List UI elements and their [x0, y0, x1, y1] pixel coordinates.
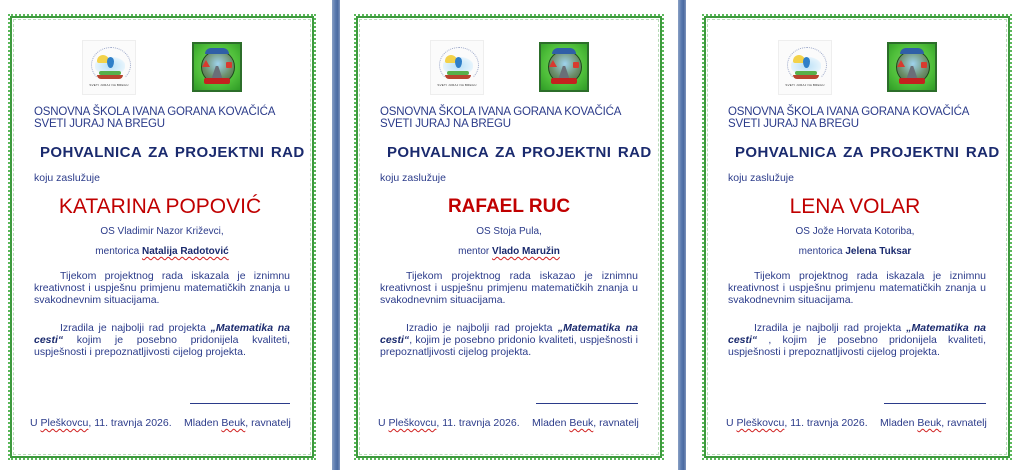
paragraph-project: Izradila je najbolji rad projekta „Matematika na cesti“ , kojim je posebno pridonijela kvaliteti, uspješnosti i prepoznatljivosti cijelog projekta. — [728, 322, 986, 358]
school-name: OSNOVNA ŠKOLA IVANA GORANA KOVAČIĆA SVETI JURAJ NA BREGU — [728, 106, 970, 130]
deserves-label: koju zaslužuje — [380, 172, 446, 184]
decorative-border — [356, 16, 662, 458]
school-name: OSNOVNA ŠKOLA IVANA GORANA KOVAČIĆA SVETI JURAJ NA BREGU — [34, 106, 276, 130]
student-school: OS Stoja Pula, — [476, 226, 542, 237]
logo-row — [0, 24, 332, 87]
signature-line — [536, 403, 638, 404]
project-logo-icon — [539, 42, 589, 92]
project-name: „Matematika na cesti“ — [380, 322, 638, 346]
logo-row — [340, 24, 678, 87]
certificate-title: POHVALNICA ZA PROJEKTNI RAD — [387, 144, 652, 161]
project-name: „Matematika na cesti“ — [728, 322, 986, 346]
footer-signer: Mladen Beuk, ravnatelj — [184, 417, 291, 429]
certificate-page-2 — [340, 0, 678, 470]
page-divider — [332, 0, 340, 470]
student-school: OS Vladimir Nazor Križevci, — [100, 226, 224, 237]
mentor-name: Vlado Maružin — [492, 246, 560, 257]
paragraph-achievement: Tijekom projektnog rada iskazao je iznimnu kreativnost i uspješnu primjenu matematičkih znanja u svakodnevnim situacijama. — [380, 270, 638, 306]
student-name: LENA VOLAR — [789, 195, 921, 218]
paragraph-achievement: Tijekom projektnog rada iskazala je iznimnu kreativnost i uspješnu primjenu matematičkih znanja u svakodnevnim situacijama. — [728, 270, 986, 306]
school-logo-icon: SVETI JURAJ NA BREGU — [82, 40, 136, 95]
certificate-title: POHVALNICA ZA PROJEKTNI RAD — [40, 144, 305, 161]
school-logo-icon: SVETI JURAJ NA BREGU — [778, 40, 832, 95]
signature-line — [190, 403, 290, 404]
project-logo-icon — [887, 42, 937, 92]
logo-row — [686, 24, 1024, 87]
page-divider — [678, 0, 686, 470]
footer-place-date: U Pleškovcu, 11. travnja 2026. — [378, 417, 520, 429]
school-name: OSNOVNA ŠKOLA IVANA GORANA KOVAČIĆA SVETI JURAJ NA BREGU — [380, 106, 622, 130]
student-name: RAFAEL RUC — [447, 196, 571, 217]
mentor-name: Jelena Tuksar — [845, 246, 912, 257]
paragraph-achievement: Tijekom projektnog rada iskazala je iznimnu kreativnost i uspješnu primjenu matematičkih znanja u svakodnevnim situacijama. — [34, 270, 290, 306]
mentor: mentorica Jelena Tuksar — [798, 246, 912, 257]
mentor: mentor Vlado Maružin — [458, 246, 560, 257]
project-logo-icon — [192, 42, 242, 92]
decorative-border — [704, 16, 1010, 458]
school-logo-icon: SVETI JURAJ NA BREGU — [430, 40, 484, 95]
paragraph-project: Izradila je najbolji rad projekta „Matematika na cesti“ kojim je posebno pridonijela kvaliteti, uspješnosti i prepoznatljivosti cijelog projekta. — [34, 322, 290, 358]
deserves-label: koju zaslužuje — [728, 172, 794, 184]
certificate-page-3 — [686, 0, 1024, 470]
footer-place-date: U Pleškovcu, 11. travnja 2026. — [30, 417, 172, 429]
student-school: OS Jože Horvata Kotoriba, — [795, 226, 915, 237]
certificate-title: POHVALNICA ZA PROJEKTNI RAD — [735, 144, 1000, 161]
signature-line — [884, 403, 986, 404]
footer-signer: Mladen Beuk, ravnatelj — [880, 417, 987, 429]
paragraph-project: Izradio je najbolji rad projekta „Matematika na cesti“, kojim je posebno pridonio kvaliteti, uspješnosti i prepoznatljivosti cijelog projekta. — [380, 322, 638, 358]
footer-place-date: U Pleškovcu, 11. travnja 2026. — [726, 417, 868, 429]
certificate-page-1 — [0, 0, 332, 470]
decorative-border — [10, 16, 314, 458]
student-name: KATARINA POPOVIĆ — [58, 195, 262, 218]
deserves-label: koju zaslužuje — [34, 172, 100, 184]
footer-signer: Mladen Beuk, ravnatelj — [532, 417, 639, 429]
mentor-name: Natalija Radotović — [141, 246, 229, 257]
mentor: mentorica Natalija Radotović — [95, 246, 229, 257]
project-name: „Matematika na cesti“ — [34, 322, 290, 346]
